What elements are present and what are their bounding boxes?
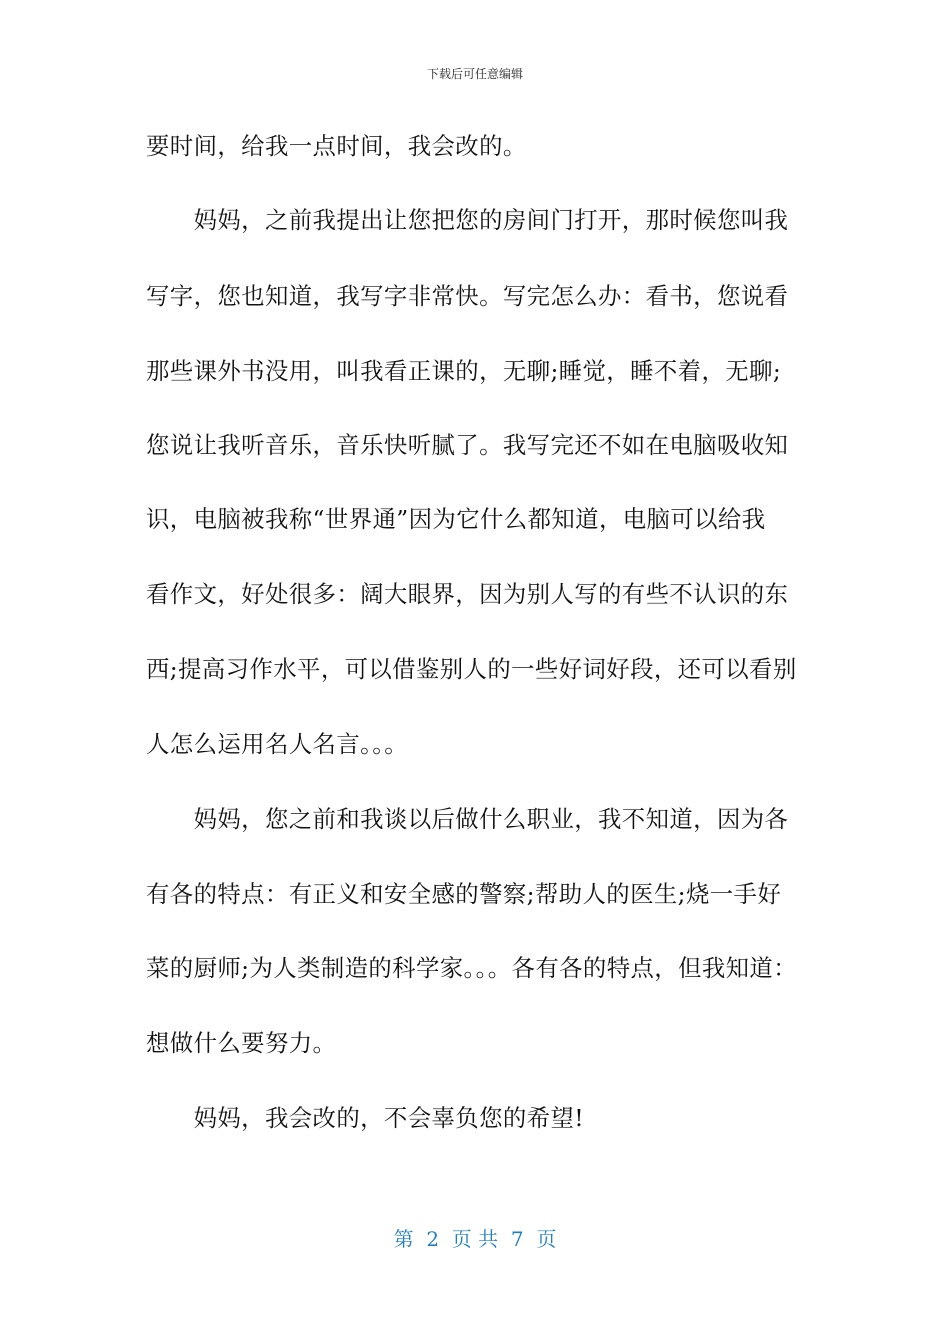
body-line: 有各的特点：有正义和安全感的警察;帮助人的医生;烧一手好 (146, 880, 782, 908)
body-line: 人怎么运用名人名言。。。 (146, 730, 409, 758)
body-line: 妈妈，您之前和我谈以后做什么职业，我不知道，因为各 (146, 805, 789, 833)
body-line: 要时间，给我一点时间，我会改的。 (146, 132, 527, 160)
body-line: 妈妈，我会改的，不会辜负您的希望! (146, 1104, 585, 1132)
body-line: 看作文，好处很多：阔大眼界，因为别人写的有些不认识的东 (146, 580, 789, 608)
body-line: 您说让我听音乐，音乐快听腻了。我写完还不如在电脑吸收知 (146, 431, 789, 459)
body-line: 想做什么要努力。 (146, 1029, 337, 1057)
page-number: 第 2 页 共 7 页 (393, 1227, 557, 1251)
body-line: 妈妈，之前我提出让您把您的房间门打开，那时候您叫我 (146, 206, 789, 234)
body-line: 那些课外书没用，叫我看正课的，无聊;睡觉，睡不着，无聊; (146, 357, 782, 385)
body-line: 西;提高习作水平，可以借鉴别人的一些好词好段，还可以看别 (146, 655, 797, 683)
body-line: 菜的厨师;为人类制造的科学家。。。各有各的特点，但我知道： (146, 954, 798, 982)
body-line: 识，电脑被我称“世界通”因为它什么都知道，电脑可以给我 (146, 505, 766, 533)
header-note: 下载后可任意编辑 (426, 67, 523, 81)
body-line: 写字，您也知道，我写字非常快。写完怎么办：看书，您说看 (146, 282, 789, 310)
